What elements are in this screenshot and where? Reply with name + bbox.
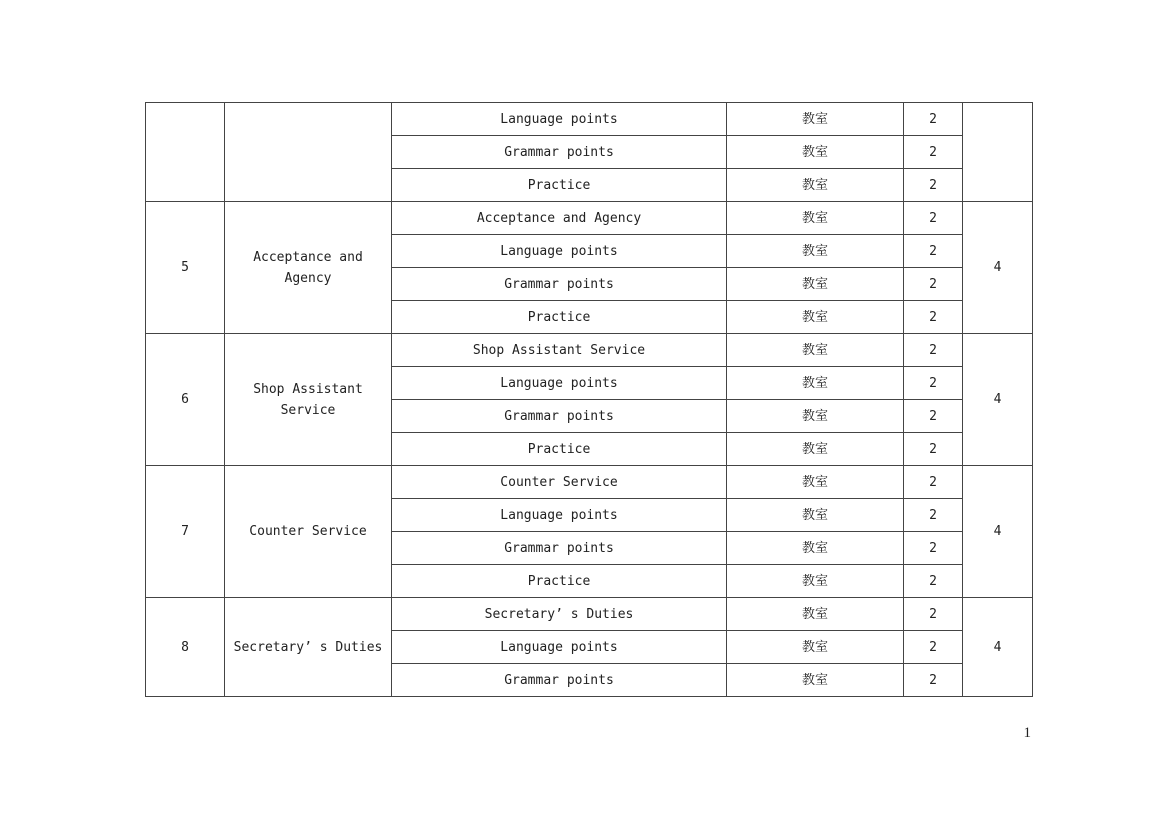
hours-cell: 2 bbox=[904, 268, 963, 301]
unit-number-cell: 8 bbox=[146, 598, 225, 697]
topic-cell: Grammar points bbox=[392, 136, 727, 169]
hours-cell: 2 bbox=[904, 334, 963, 367]
unit-title-cell: Counter Service bbox=[225, 466, 392, 598]
topic-cell: Practice bbox=[392, 169, 727, 202]
hours-cell: 2 bbox=[904, 202, 963, 235]
hours-cell: 2 bbox=[904, 499, 963, 532]
topic-cell: Grammar points bbox=[392, 400, 727, 433]
room-cell: 教室 bbox=[727, 400, 904, 433]
room-cell: 教室 bbox=[727, 433, 904, 466]
unit-title-cell bbox=[225, 103, 392, 202]
hours-cell: 2 bbox=[904, 664, 963, 697]
hours-cell: 2 bbox=[904, 433, 963, 466]
room-cell: 教室 bbox=[727, 334, 904, 367]
room-cell: 教室 bbox=[727, 103, 904, 136]
unit-title-cell: Acceptance and Agency bbox=[225, 202, 392, 334]
hours-cell: 2 bbox=[904, 400, 963, 433]
table-row bbox=[146, 466, 1033, 499]
hours-cell: 2 bbox=[904, 532, 963, 565]
topic-cell: Language points bbox=[392, 103, 727, 136]
hours-cell: 2 bbox=[904, 169, 963, 202]
schedule-table bbox=[145, 102, 1033, 697]
room-cell: 教室 bbox=[727, 631, 904, 664]
unit-number-cell: 6 bbox=[146, 334, 225, 466]
unit-number-cell: 5 bbox=[146, 202, 225, 334]
room-cell: 教室 bbox=[727, 268, 904, 301]
room-cell: 教室 bbox=[727, 169, 904, 202]
unit-number-cell: 7 bbox=[146, 466, 225, 598]
topic-cell: Language points bbox=[392, 499, 727, 532]
unit-title-cell: Shop Assistant Service bbox=[225, 334, 392, 466]
topic-cell: Practice bbox=[392, 565, 727, 598]
unit-title-cell: Secretary’ s Duties bbox=[225, 598, 392, 697]
page-number: 1 bbox=[1023, 725, 1031, 741]
room-cell: 教室 bbox=[727, 136, 904, 169]
hours-cell: 2 bbox=[904, 565, 963, 598]
unit-number-cell bbox=[146, 103, 225, 202]
room-cell: 教室 bbox=[727, 202, 904, 235]
room-cell: 教室 bbox=[727, 301, 904, 334]
topic-cell: Grammar points bbox=[392, 268, 727, 301]
topic-cell: Language points bbox=[392, 631, 727, 664]
table-row bbox=[146, 334, 1033, 367]
table-row bbox=[146, 598, 1033, 631]
table-row bbox=[146, 103, 1033, 136]
hours-cell: 2 bbox=[904, 235, 963, 268]
topic-cell: Grammar points bbox=[392, 532, 727, 565]
hours-cell: 2 bbox=[904, 301, 963, 334]
unit-total-cell: 4 bbox=[963, 202, 1033, 334]
room-cell: 教室 bbox=[727, 367, 904, 400]
hours-cell: 2 bbox=[904, 367, 963, 400]
hours-cell: 2 bbox=[904, 136, 963, 169]
topic-cell: Counter Service bbox=[392, 466, 727, 499]
topic-cell: Practice bbox=[392, 301, 727, 334]
room-cell: 教室 bbox=[727, 565, 904, 598]
topic-cell: Language points bbox=[392, 235, 727, 268]
room-cell: 教室 bbox=[727, 532, 904, 565]
unit-total-cell bbox=[963, 103, 1033, 202]
table-row bbox=[146, 202, 1033, 235]
topic-cell: Secretary’ s Duties bbox=[392, 598, 727, 631]
room-cell: 教室 bbox=[727, 598, 904, 631]
room-cell: 教室 bbox=[727, 466, 904, 499]
room-cell: 教室 bbox=[727, 664, 904, 697]
room-cell: 教室 bbox=[727, 499, 904, 532]
topic-cell: Shop Assistant Service bbox=[392, 334, 727, 367]
topic-cell: Acceptance and Agency bbox=[392, 202, 727, 235]
unit-total-cell: 4 bbox=[963, 598, 1033, 697]
topic-cell: Practice bbox=[392, 433, 727, 466]
hours-cell: 2 bbox=[904, 466, 963, 499]
topic-cell: Language points bbox=[392, 367, 727, 400]
topic-cell: Grammar points bbox=[392, 664, 727, 697]
room-cell: 教室 bbox=[727, 235, 904, 268]
unit-total-cell: 4 bbox=[963, 334, 1033, 466]
unit-total-cell: 4 bbox=[963, 466, 1033, 598]
hours-cell: 2 bbox=[904, 598, 963, 631]
hours-cell: 2 bbox=[904, 631, 963, 664]
hours-cell: 2 bbox=[904, 103, 963, 136]
